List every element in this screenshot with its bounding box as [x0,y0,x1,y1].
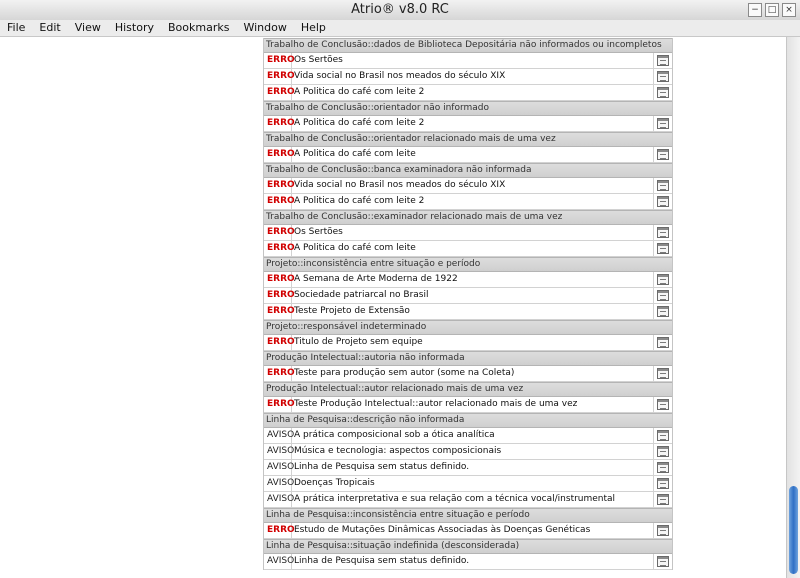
error-level-label: ERRO [264,272,292,287]
row-details-button[interactable] [653,335,672,350]
details-icon [657,71,669,82]
details-icon [657,87,669,98]
error-level-label: ERRO [264,69,292,84]
row-description: A Semana de Arte Moderna de 1922 [294,274,458,284]
report-row [264,304,672,320]
report-row [264,116,672,132]
error-level-label: ERRO [264,85,292,100]
row-details-button[interactable] [653,225,672,240]
row-details-button[interactable] [653,476,672,491]
details-icon [657,290,669,301]
row-description: Titulo de Projeto sem equipe [294,337,423,347]
error-level-label: ERRO [264,366,292,381]
row-description: Música e tecnologia: aspectos composicionais [294,446,502,456]
row-details-button[interactable] [653,147,672,162]
group-header: Trabalho de Conclusão::banca examinadora não informada [264,163,672,178]
row-details-button[interactable] [653,272,672,287]
warning-level-label: AVISO [264,444,292,459]
error-level-label: ERRO [264,53,292,68]
row-details-button[interactable] [653,85,672,100]
error-level-label: ERRO [264,116,292,131]
details-icon [657,478,669,489]
error-level-label: ERRO [264,225,292,240]
menu-bookmarks[interactable]: Bookmarks [167,21,230,34]
details-icon [657,399,669,410]
row-description: Os Sertões [294,227,343,237]
warning-level-label: AVISO [264,428,292,443]
group-header: Trabalho de Conclusão::orientador relacionado mais de uma vez [264,132,672,147]
menu-bar [0,20,800,37]
row-details-button[interactable] [653,554,672,569]
details-icon [657,55,669,66]
group-header: Produção Intelectual::autoria não informada [264,351,672,366]
scrollbar-thumb[interactable] [789,486,798,574]
row-description: A prática interpretativa e sua relação com a técnica vocal/instrumental [294,494,616,504]
error-level-label: ERRO [264,178,292,193]
close-icon[interactable]: × [782,3,796,17]
report-row [264,460,672,476]
error-level-label: ERRO [264,335,292,350]
row-details-button[interactable] [653,194,672,209]
warning-level-label: AVISO [264,460,292,475]
row-details-button[interactable] [653,288,672,303]
warning-level-label: AVISO [264,476,292,491]
report-row [264,85,672,101]
report-row [264,178,672,194]
row-details-button[interactable] [653,492,672,507]
menu-file[interactable]: File [7,21,26,34]
error-level-label: ERRO [264,523,292,538]
row-description: A Politica do café com leite 2 [294,196,425,206]
details-icon [657,274,669,285]
details-icon [657,306,669,317]
row-description: Teste Produção Intelectual::autor relacionado mais de uma vez [294,399,578,409]
row-description: Linha de Pesquisa sem status definido. [294,462,470,472]
report-row [264,492,672,508]
group-header: Linha de Pesquisa::descrição não informada [264,413,672,428]
menu-help[interactable]: Help [300,21,326,34]
menu-edit[interactable]: Edit [39,21,61,34]
report-row [264,476,672,492]
row-details-button[interactable] [653,304,672,319]
row-description: Linha de Pesquisa sem status definido. [294,556,470,566]
vertical-scrollbar[interactable] [786,37,800,578]
row-description: Doenças Tropicais [294,478,375,488]
details-icon [657,494,669,505]
details-icon [657,243,669,254]
error-level-label: ERRO [264,397,292,412]
group-header: Projeto::responsável indeterminado [264,320,672,335]
row-details-button[interactable] [653,523,672,538]
details-icon [657,149,669,160]
group-header: Trabalho de Conclusão::dados de Biblioteca Depositária não informados ou incompletos [264,38,672,53]
row-description: Vida social no Brasil nos meados do século XIX [294,71,506,81]
report-row [264,225,672,241]
title-bar [0,0,800,21]
row-description: A Politica do café com leite [294,243,416,253]
content-area [0,37,786,578]
error-level-label: ERRO [264,304,292,319]
group-header: Linha de Pesquisa::inconsistência entre situação e período [264,508,672,523]
row-description: Teste Projeto de Extensão [294,306,410,316]
row-description: A Politica do café com leite 2 [294,118,425,128]
validation-report-table [263,38,673,570]
row-details-button[interactable] [653,444,672,459]
details-icon [657,196,669,207]
report-row [264,554,672,570]
error-level-label: ERRO [264,147,292,162]
row-details-button[interactable] [653,428,672,443]
report-row [264,241,672,257]
row-details-button[interactable] [653,116,672,131]
details-icon [657,180,669,191]
row-details-button[interactable] [653,53,672,68]
details-icon [657,430,669,441]
report-row [264,53,672,69]
report-row [264,147,672,163]
report-row [264,523,672,539]
row-details-button[interactable] [653,241,672,256]
report-row [264,444,672,460]
group-header: Produção Intelectual::autor relacionado mais de uma vez [264,382,672,397]
menu-window[interactable]: Window [243,21,287,34]
details-icon [657,525,669,536]
maximize-icon[interactable]: □ [765,3,779,17]
row-details-button[interactable] [653,69,672,84]
row-details-button[interactable] [653,460,672,475]
report-row [264,335,672,351]
group-header: Trabalho de Conclusão::orientador não informado [264,101,672,116]
warning-level-label: AVISO [264,492,292,507]
details-icon [657,462,669,473]
row-details-button[interactable] [653,397,672,412]
details-icon [657,556,669,567]
details-icon [657,446,669,457]
row-description: Estudo de Mutações Dinâmicas Associadas às Doenças Genéticas [294,525,591,535]
row-description: Os Sertões [294,55,343,65]
row-details-button[interactable] [653,178,672,193]
row-description: Vida social no Brasil nos meados do século XIX [294,180,506,190]
row-description: A Politica do café com leite 2 [294,87,425,97]
details-icon [657,227,669,238]
report-row [264,194,672,210]
row-description: Sociedade patriarcal no Brasil [294,290,429,300]
report-row [264,428,672,444]
report-row [264,272,672,288]
window-title: Atrio® v8.0 RC [351,2,449,17]
details-icon [657,337,669,348]
group-header: Projeto::inconsistência entre situação e período [264,257,672,272]
group-header: Trabalho de Conclusão::examinador relacionado mais de uma vez [264,210,672,225]
details-icon [657,368,669,379]
row-description: A prática composicional sob a ótica analítica [294,430,495,440]
details-icon [657,118,669,129]
menu-history[interactable]: History [114,21,154,34]
group-header: Linha de Pesquisa::situação indefinida (desconsiderada) [264,539,672,554]
report-row [264,288,672,304]
row-description: Teste para produção sem autor (some na Coleta) [294,368,515,378]
report-row [264,366,672,382]
error-level-label: ERRO [264,241,292,256]
warning-level-label: AVISO [264,554,292,569]
report-row [264,69,672,85]
row-description: A Politica do café com leite [294,149,416,159]
menu-view[interactable]: View [74,21,101,34]
error-level-label: ERRO [264,194,292,209]
minimize-icon[interactable]: − [748,3,762,17]
row-details-button[interactable] [653,366,672,381]
error-level-label: ERRO [264,288,292,303]
report-row [264,397,672,413]
